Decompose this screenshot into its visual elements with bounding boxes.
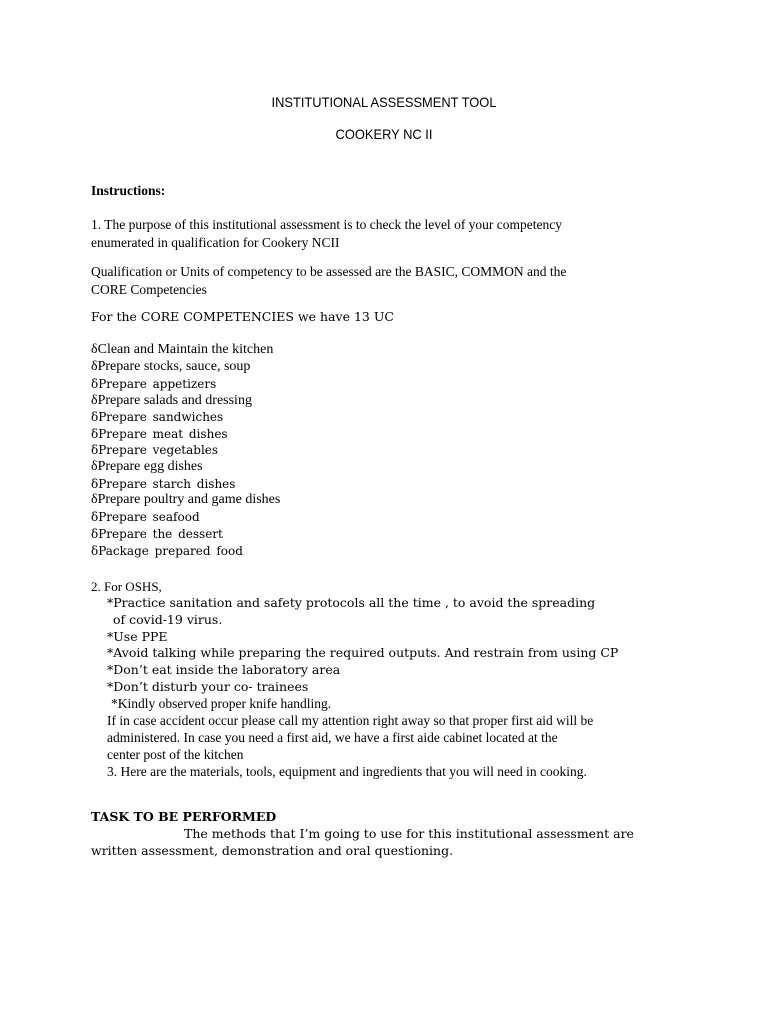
list-item: δPackage prepared food	[91, 544, 243, 558]
purpose-line-1: 1. The purpose of this institutional assessment is to check the level of your competency	[91, 217, 563, 232]
list-item: δPrepare vegetables	[91, 443, 219, 457]
bullet-icon: δ	[91, 459, 98, 474]
core-competencies-line: For the CORE COMPETENCIES we have 13 UC	[91, 309, 394, 324]
bullet-icon: δ	[91, 544, 99, 558]
oshs-line: *Practice sanitation and safety protocols all the time , to avoid the spreading	[107, 595, 596, 610]
oshs-line: of covid-19 virus.	[113, 612, 223, 627]
list-item: δPrepare starch dishes	[91, 477, 236, 491]
list-item: δPrepare appetizers	[91, 377, 217, 391]
materials-line: 3. Here are the materials, tools, equipment and ingredients that you will need in cooking.	[107, 764, 587, 779]
task-heading: TASK TO BE PERFORMED	[91, 809, 277, 824]
task-line-2: written assessment, demonstration and oral questioning.	[91, 843, 454, 858]
list-item: δPrepare salads and dressing	[91, 393, 252, 408]
bullet-icon: δ	[91, 410, 99, 424]
bullet-icon: δ	[91, 477, 99, 491]
list-item: δPrepare sandwiches	[91, 410, 224, 424]
list-item: δPrepare the dessert	[91, 527, 223, 541]
task-line-1: The methods that I’m going to use for this institutional assessment are	[184, 826, 634, 841]
list-item: δPrepare poultry and game dishes	[91, 492, 281, 507]
list-item: δPrepare seafood	[91, 510, 200, 524]
qualification-line-1: Qualification or Units of competency to be assessed are the BASIC, COMMON and the	[91, 264, 567, 279]
instructions-heading: Instructions:	[91, 183, 166, 198]
bullet-icon: δ	[91, 377, 99, 391]
oshs-line: *Kindly observed proper knife handling.	[111, 696, 332, 711]
qualification-line-2: CORE Competencies	[91, 282, 207, 297]
list-item: δPrepare meat dishes	[91, 427, 228, 441]
bullet-icon: δ	[91, 393, 98, 408]
bullet-icon: δ	[91, 510, 99, 524]
bullet-icon: δ	[91, 443, 99, 457]
oshs-line: *Don’t eat inside the laboratory area	[107, 662, 341, 677]
oshs-line: *Don’t disturb your co- trainees	[107, 679, 309, 694]
document-subtitle: COOKERY NC II	[335, 126, 433, 142]
purpose-line-2: enumerated in qualification for Cookery NCII	[91, 235, 340, 250]
bullet-icon: δ	[91, 342, 98, 357]
accident-line: administered. In case you need a first aid, we have a first aide cabinet located at the	[107, 730, 558, 745]
list-item: δPrepare egg dishes	[91, 459, 203, 474]
accident-line: center post of the kitchen	[107, 747, 244, 762]
bullet-icon: δ	[91, 359, 98, 374]
list-item: δClean and Maintain the kitchen	[91, 342, 274, 357]
list-item: δPrepare stocks, sauce, soup	[91, 359, 251, 374]
bullet-icon: δ	[91, 427, 99, 441]
oshs-line: *Avoid talking while preparing the required outputs. And restrain from using CP	[107, 645, 619, 660]
bullet-icon: δ	[91, 492, 98, 507]
bullet-icon: δ	[91, 527, 99, 541]
accident-line: If in case accident occur please call my attention right away so that proper first aid will be	[107, 713, 594, 728]
oshs-line: *Use PPE	[107, 629, 168, 644]
document-title: INSTITUTIONAL ASSESSMENT TOOL	[271, 94, 497, 110]
oshs-heading: 2. For OSHS,	[91, 579, 162, 594]
